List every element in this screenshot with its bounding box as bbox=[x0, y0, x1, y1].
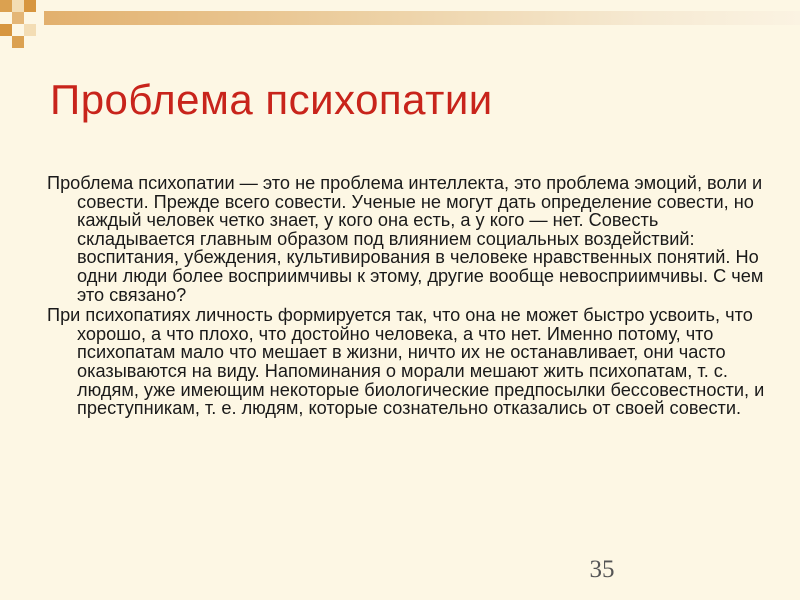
checker-square bbox=[24, 0, 36, 12]
slide-body bbox=[47, 174, 767, 420]
checker-square bbox=[12, 0, 24, 12]
header-band bbox=[44, 11, 800, 25]
checker-square bbox=[0, 0, 12, 12]
checker-square bbox=[24, 24, 36, 36]
body-paragraph: При психопатиях личность формируется так, что она не может быстро усвоить, что хорошо, а что плохо, что достойно человека, а что нет. Именно потому, что психопатам мало что мешает в жизни, ничто их не останавливает, они часто оказываются на виду. Напоминания о морали мешают жить психопатам, т. с. людям, уже имеющим некоторые биологические предпосылки бессовестности, и преступникам, т. е. людям, которые сознательно отказались от своей совести. bbox=[47, 305, 765, 419]
checker-decoration bbox=[0, 0, 80, 60]
page-number: 35 bbox=[589, 556, 615, 583]
checker-square bbox=[0, 24, 12, 36]
checker-square bbox=[12, 36, 24, 48]
slide-title: Проблема психопатии bbox=[50, 76, 493, 123]
checker-square bbox=[12, 12, 24, 24]
body-paragraph: Проблема психопатии — это не проблема интеллекта, это проблема эмоций, воли и совести. Прежде всего совести. Ученые не могут дать определение совести, но каждый человек четко знает, у кого она есть, а у кого — нет. Совесть складывается главным образом под влиянием социальных воздействий: воспитания, убеждения, культивирования в человеке нравственных понятий. Но одни люди более восприимчивы к этому, другие вообще невосприимчивы. С чем это связано? bbox=[47, 173, 764, 305]
